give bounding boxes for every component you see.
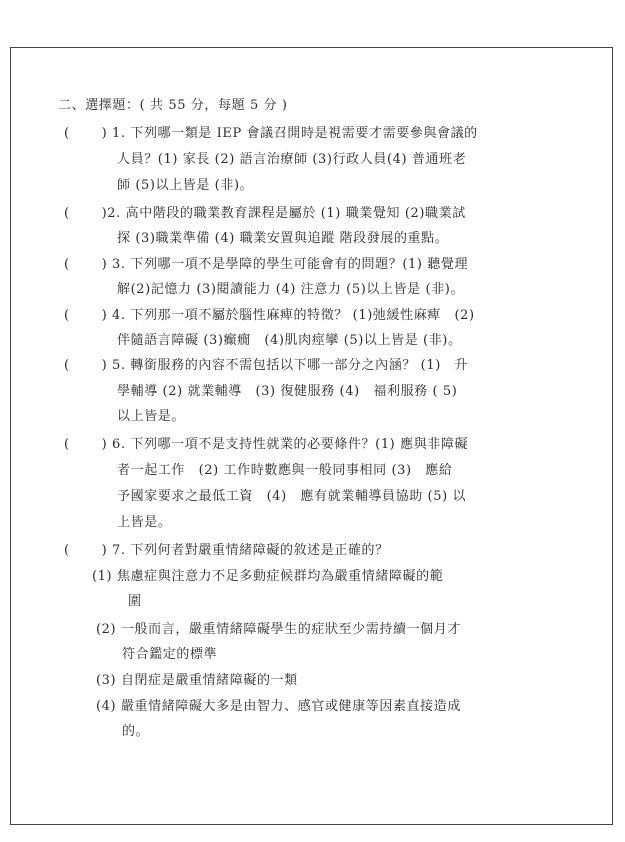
question-6-line-3: 予國家要求之最低工資 (4) 應有就業輔導員協助 (5) 以 (117, 489, 467, 504)
question-5-line-2: 學輔導 (2) 就業輔導 (3) 復健服務 (4) 福利服務 ( 5) (117, 384, 458, 399)
question-7-option-4-cont: 的。 (122, 724, 150, 739)
question-2-line-1: ( )2. 高中階段的職業教育課程是屬於 (1) 職業覺知 (2)職業試 (64, 206, 466, 221)
question-7-option-4: (4) 嚴重情緒障礙大多是由智力、感官或健康等因素直接造成 (96, 699, 461, 714)
question-5-line-1: ( ) 5. 轉銜服務的內容不需包括以下哪一部分之內涵？ (1) 升 (64, 358, 469, 373)
question-7-option-1-cont: 圍 (128, 594, 142, 609)
question-6-line-4: 上皆是。 (117, 515, 172, 530)
question-6-line-1: ( ) 6. 下列哪一項不是支持性就業的必要條件？(1) 應與非障礙 (64, 437, 469, 452)
question-1-line-3: 師 (5)以上皆是 (非)。 (117, 178, 254, 193)
question-6-line-2: 者一起工作 (2) 工作時數應與一般同事相同 (3) 應給 (117, 463, 453, 478)
section-heading: 二、選擇題：( 共 55 分，每題 5 分 ) (58, 98, 288, 113)
question-4-line-1: ( ) 4. 下列那一項不屬於腦性麻痺的特徵？ (1)弛緩性麻痺 (2) (64, 308, 475, 323)
question-7-option-1: (1) 焦慮症與注意力不足多動症候群均為嚴重情緒障礙的範 (92, 569, 444, 584)
question-3-line-2: 解(2)記憶力 (3)閱讀能力 (4) 注意力 (5)以上皆是 (非)。 (117, 282, 465, 297)
question-7-option-2-cont: 符合鑑定的標準 (122, 647, 218, 662)
question-7-line-1: ( ) 7. 下列何者對嚴重情緒障礙的敘述是正確的？ (64, 543, 389, 558)
question-7-option-2: (2) 一般而言，嚴重情緒障礙學生的症狀至少需持續一個月才 (96, 622, 461, 637)
question-7-option-3: (3) 自閉症是嚴重情緒障礙的一類 (96, 673, 298, 688)
question-2-line-2: 探 (3)職業準備 (4) 職業安置與追蹤 階段發展的重點。 (117, 231, 449, 246)
question-1-line-1: ( ) 1. 下列哪一類是 IEP 會議召開時是視需要才需要參與會議的 (64, 126, 478, 141)
question-3-line-1: ( ) 3. 下列哪一項不是學障的學生可能會有的問題？(1) 聽覺理 (64, 257, 469, 272)
question-5-line-3: 以上皆是。 (117, 409, 186, 424)
question-1-line-2: 人員？(1) 家長 (2) 語言治療師 (3)行政人員(4) 普通班老 (117, 152, 467, 167)
question-4-line-2: 伴隨語言障礙 (3)癲癇 (4)肌肉痙攣 (5)以上皆是 (非)。 (117, 333, 462, 348)
